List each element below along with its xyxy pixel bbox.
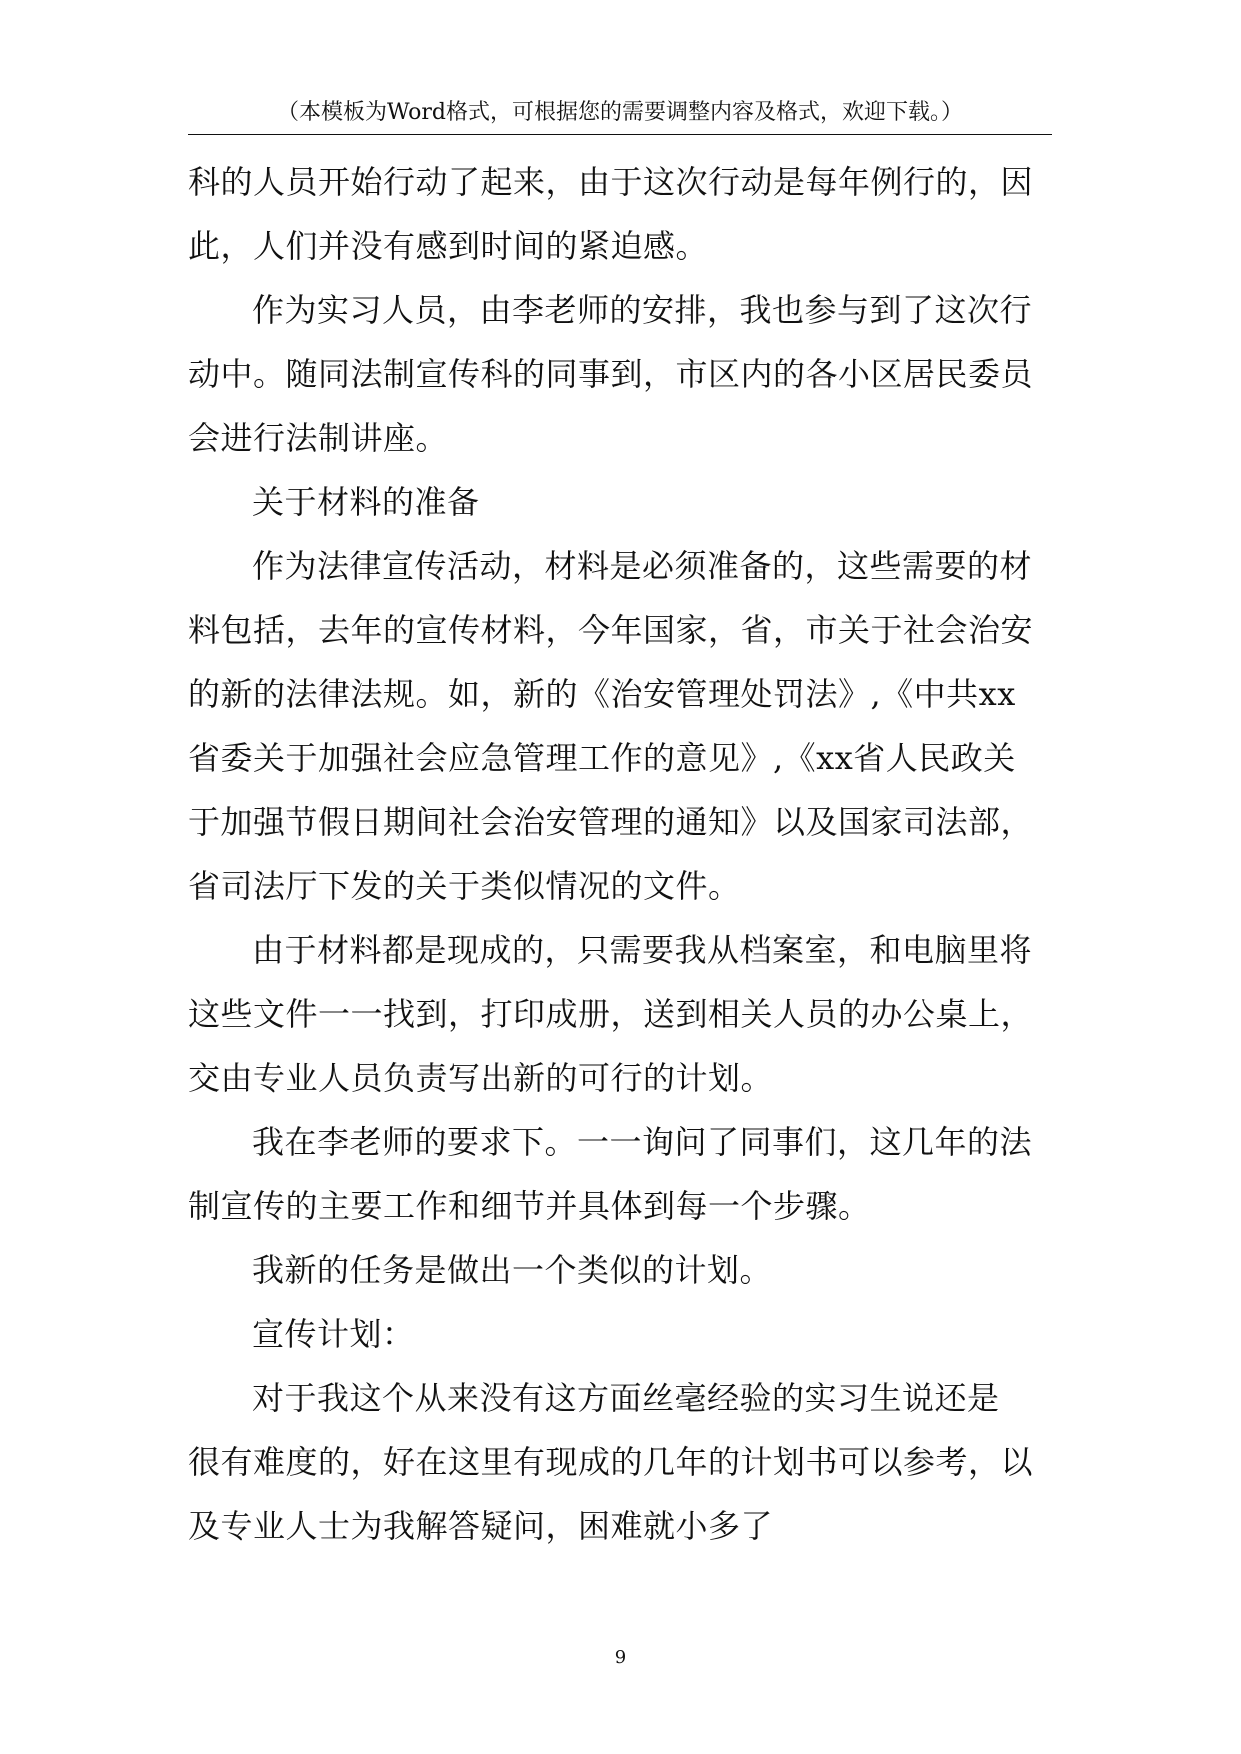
text-line: 及专业人士为我解答疑问，困难就小多了	[188, 1507, 774, 1545]
text-line: 这些文件一一找到，打印成册，送到相关人员的办公桌上，	[188, 995, 1034, 1033]
text-line: 由于材料都是现成的，只需要我从档案室，和电脑里将	[252, 931, 1033, 969]
text-line: 于加强节假日期间社会治安管理的通知》以及国家司法部，	[188, 803, 1034, 841]
text-line: 我在李老师的要求下。一一询问了同事们，这几年的法	[252, 1123, 1033, 1161]
text-line: 制宣传的主要工作和细节并具体到每一个步骤。	[188, 1187, 871, 1225]
page-number: 9	[614, 1647, 627, 1668]
text-line: 交由专业人员负责写出新的可行的计划。	[188, 1059, 774, 1097]
text-line: 对于我这个从来没有这方面丝毫经验的实习生说还是	[252, 1379, 1000, 1417]
text-line: 的新的法律法规。如，新的《治安管理处罚法》,《中共xx	[188, 675, 1016, 713]
section-heading: 关于材料的准备	[252, 483, 480, 521]
text-line: 会进行法制讲座。	[188, 419, 449, 457]
header-note: （本模板为Word格式，可根据您的需要调整内容及格式，欢迎下载。）	[277, 100, 963, 125]
text-line: 很有难度的，好在这里有现成的几年的计划书可以参考，以	[188, 1443, 1034, 1481]
text-line: 作为法律宣传活动，材料是必须准备的，这些需要的材	[252, 547, 1033, 585]
text-line: 省委关于加强社会应急管理工作的意见》,《xx省人民政关	[188, 739, 1016, 777]
section-heading: 宣传计划：	[252, 1315, 415, 1353]
text-line: 此，人们并没有感到时间的紧迫感。	[188, 227, 709, 265]
document-body	[188, 150, 1052, 1558]
text-line: 动中。随同法制宣传科的同事到，市区内的各小区居民委员	[188, 355, 1034, 393]
text-line: 料包括，去年的宣传材料，今年国家，省，市关于社会治安	[188, 611, 1034, 649]
text-line: 我新的任务是做出一个类似的计划。	[252, 1251, 773, 1289]
header-divider	[188, 134, 1052, 135]
text-line: 科的人员开始行动了起来，由于这次行动是每年例行的，因	[188, 163, 1034, 201]
text-line: 作为实习人员，由李老师的安排，我也参与到了这次行	[252, 291, 1033, 329]
text-line: 省司法厅下发的关于类似情况的文件。	[188, 867, 741, 905]
